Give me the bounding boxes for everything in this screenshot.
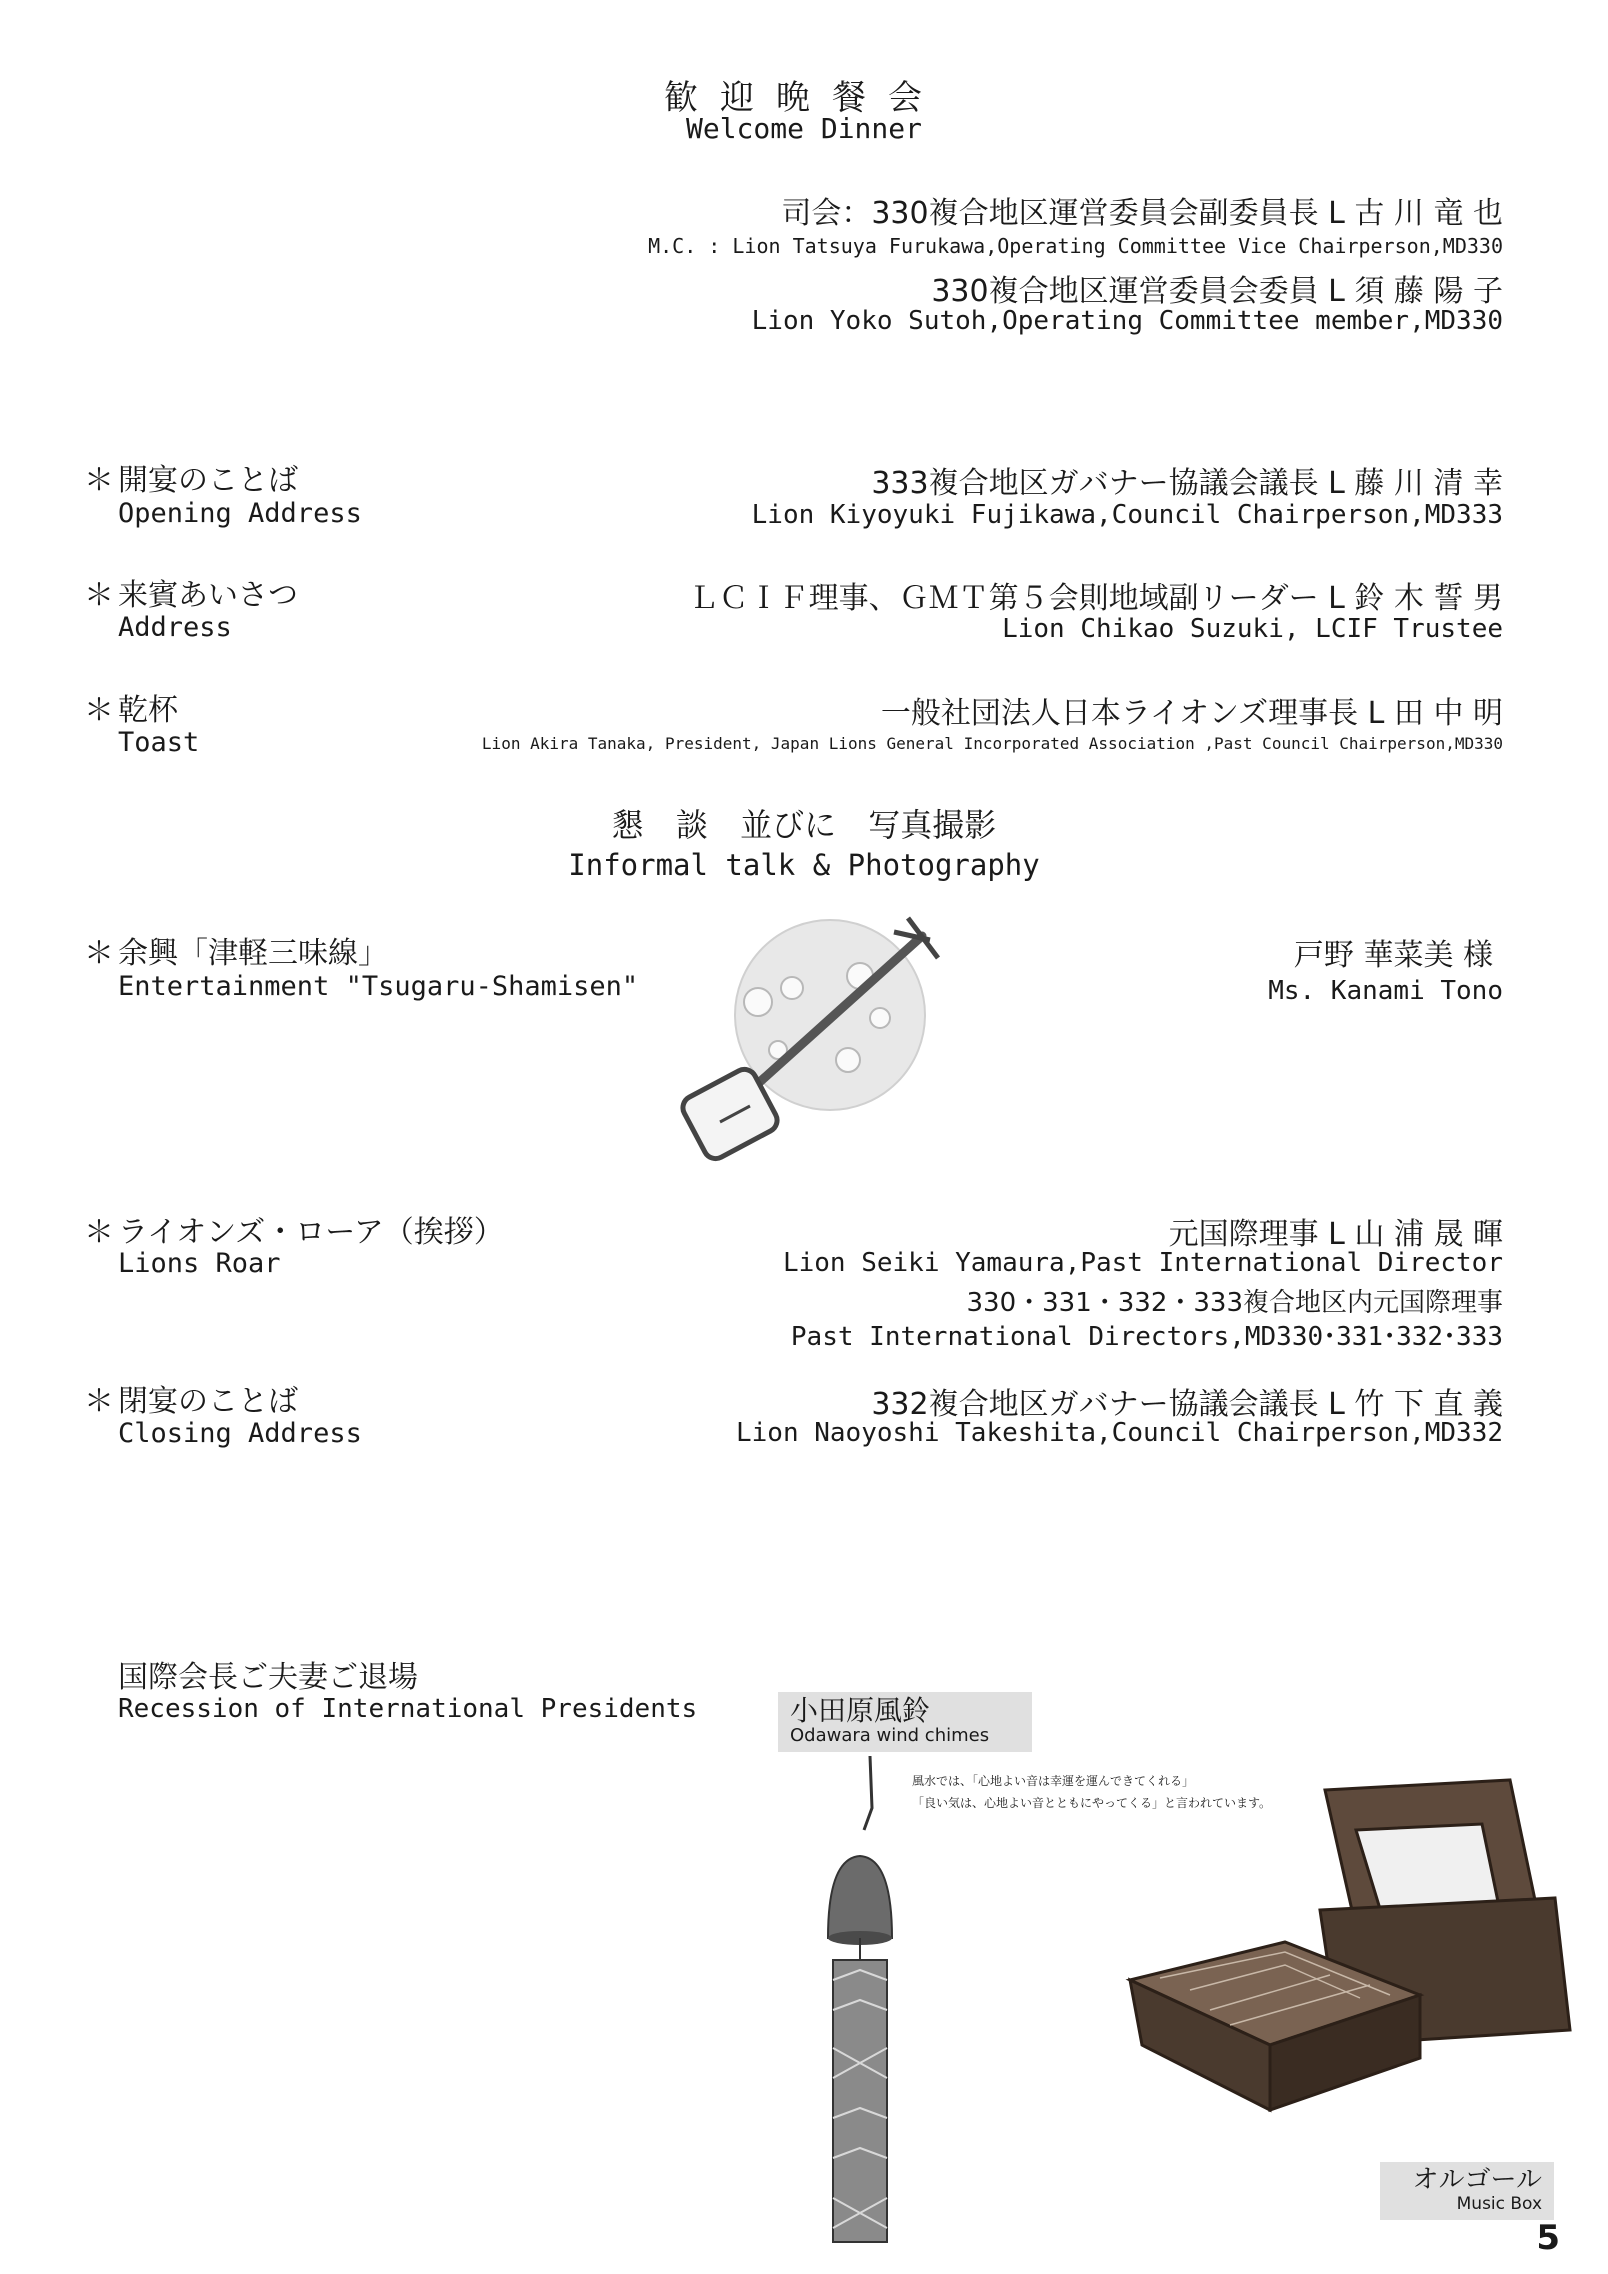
- entertainment-performer-jp: 戸野 華菜美 様: [1293, 938, 1493, 973]
- music-box-caption-jp: オルゴール: [1412, 2165, 1542, 2195]
- program-item-label-en: Opening Address: [118, 498, 362, 529]
- page-title-en: Welcome Dinner: [685, 112, 922, 145]
- mc-line2-en: Lion Yoko Sutoh,Operating Committee member,MD330: [751, 306, 1503, 336]
- wind-chimes-note-1: 風水では、「心地よい音は幸運を運んできてくれる」: [912, 1774, 1195, 1788]
- recession-label-jp: 国際会長ご夫妻ご退場: [118, 1660, 418, 1695]
- closing-speaker-jp: 332複合地区ガバナー協議会議長 L 竹 下 直 義: [871, 1387, 1503, 1422]
- mc-line1-jp: 司会：330複合地区運営委員会副委員長 L 古 川 竜 也: [781, 196, 1503, 231]
- page-number: 5: [1536, 2218, 1560, 2258]
- program-item-speaker-en: Lion Akira Tanaka, President, Japan Lions General Incorporated Association ,Past Council Chairperson,MD330: [481, 734, 1503, 753]
- lions-roar-line2-jp: 330・331・332・333複合地区内元国際理事: [966, 1288, 1503, 1318]
- closing-label-en: Closing Address: [118, 1418, 362, 1449]
- program-item-speaker-en: Lion Kiyoyuki Fujikawa,Council Chairperson,MD333: [751, 500, 1503, 530]
- program-item-label-en: Toast: [118, 727, 200, 758]
- informal-title-jp: 懇 談 並びに 写真撮影: [611, 806, 997, 844]
- entertainment-performer-en: Ms. Kanami Tono: [1268, 976, 1503, 1006]
- recession-label-en: Recession of International Presidents: [118, 1694, 698, 1724]
- shamisen-illustration: [680, 910, 960, 1170]
- music-box-caption: [1380, 2162, 1554, 2220]
- bullet-star: ＊: [84, 1384, 114, 1419]
- bullet-star: ＊: [84, 578, 114, 613]
- mc-line1-en: M.C. : Lion Tatsuya Furukawa,Operating Committee Vice Chairperson,MD330: [648, 234, 1503, 258]
- wind-chime-illustration: [800, 1748, 920, 2248]
- mc-line2-jp: 330複合地区運営委員会委員 L 須 藤 陽 子: [931, 274, 1503, 309]
- bullet-star: ＊: [84, 936, 114, 971]
- chime-string: [864, 1756, 872, 1830]
- music-box-caption-en: Music Box: [1456, 2194, 1542, 2214]
- lions-roar-line2-en: Past International Directors,MD330･331･332･333: [790, 1322, 1503, 1352]
- wind-chimes-caption-jp: 小田原風鈴: [790, 1694, 931, 1727]
- informal-title-en: Informal talk & Photography: [568, 848, 1040, 882]
- program-item-speaker-jp: 333複合地区ガバナー協議会議長 L 藤 川 清 幸: [871, 466, 1503, 501]
- chime-bell: [828, 1856, 892, 1938]
- page-title-jp: 歓迎晩餐会: [664, 78, 944, 118]
- wind-chimes-caption: [778, 1692, 1032, 1752]
- chime-strip: [833, 1960, 887, 2242]
- lions-roar-line1-en: Lion Seiki Yamaura,Past International Director: [782, 1248, 1503, 1278]
- lions-roar-label-jp: ＊ ライオンズ・ローア（挨拶）: [84, 1207, 504, 1251]
- closing-speaker-en: Lion Naoyoshi Takeshita,Council Chairperson,MD332: [735, 1418, 1503, 1448]
- program-item-speaker-jp: 一般社団法人日本ライオンズ理事長 L 田 中 明: [880, 696, 1503, 731]
- entertainment-label-en: Entertainment "Tsugaru-Shamisen": [118, 971, 639, 1002]
- program-item-label-jp: ＊ 開宴のことば: [84, 455, 298, 499]
- closing-label-jp: ＊ 閉宴のことば: [84, 1376, 298, 1420]
- music-box-illustration: [1080, 1770, 1580, 2150]
- bullet-star: ＊: [84, 463, 114, 498]
- bullet-star: ＊: [84, 693, 114, 728]
- lions-roar-line1-jp: 元国際理事 L 山 浦 晟 暉: [1168, 1217, 1503, 1252]
- bullet-star: ＊: [84, 1215, 114, 1250]
- program-item-speaker-en: Lion Chikao Suzuki, LCIF Trustee: [1002, 614, 1503, 644]
- program-item-speaker-jp: ＬＣＩＦ理事、ＧＭＴ第５会則地域副リーダー L 鈴 木 誓 男: [688, 581, 1503, 616]
- entertainment-label-jp: ＊ 余興「津軽三味線」: [84, 928, 388, 972]
- program-item-label-jp: ＊ 乾杯: [84, 685, 178, 729]
- program-item-label-en: Address: [118, 612, 232, 643]
- wind-chimes-note-2: 「良い気は、心地よい音とともにやってくる」と言われています。: [912, 1796, 1272, 1810]
- lions-roar-label-en: Lions Roar: [118, 1248, 281, 1279]
- program-item-label-jp: ＊ 来賓あいさつ: [84, 570, 298, 614]
- wind-chimes-caption-en: Odawara wind chimes: [790, 1725, 990, 1746]
